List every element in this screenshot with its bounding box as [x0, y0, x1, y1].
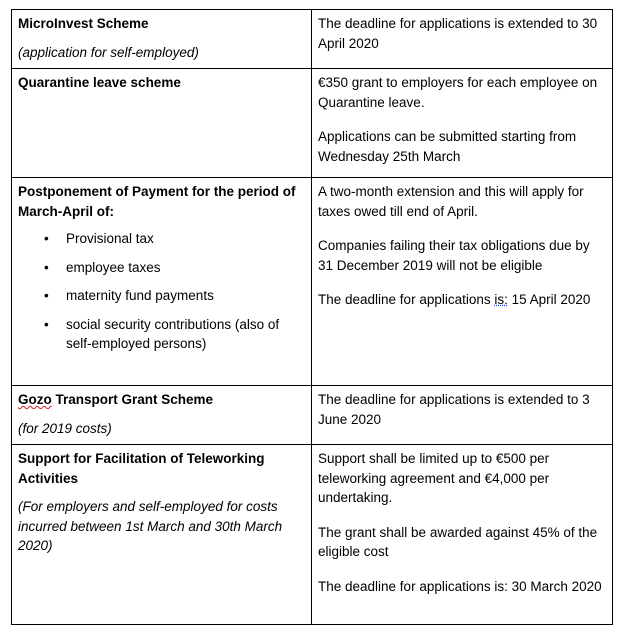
details-cell — [312, 10, 613, 69]
scheme-title — [18, 390, 305, 410]
scheme-cell — [12, 10, 312, 69]
detail-text: €350 grant to employers for each employee on Quarantine leave. — [318, 75, 598, 110]
bullet-icon: • — [44, 288, 49, 303]
spellcheck-marked-text: Gozo — [18, 392, 52, 407]
scheme-cell — [12, 386, 312, 445]
grammar-marked-text: is: — [494, 292, 508, 307]
scheme-title: Postponement of Payment for the period of March-April of: — [18, 184, 296, 219]
scheme-subtitle: (For employers and self-employed for costs incurred between 1st March and 30th March 2020) — [18, 499, 283, 553]
details-cell — [312, 69, 613, 178]
support-measures-table — [11, 9, 613, 625]
list-item-text: employee taxes — [66, 259, 161, 275]
detail-text: Applications can be submitted starting from Wednesday 25th March — [318, 129, 577, 164]
details-cell — [312, 386, 613, 445]
detail-text: A two-month extension and this will apply for taxes owed till end of April. — [318, 184, 584, 219]
deferred-items-list — [18, 229, 305, 354]
table-row — [12, 69, 613, 178]
detail-text: Companies failing their tax obligations due by 31 December 2019 will not be eligible — [318, 238, 590, 273]
table-row — [12, 386, 613, 445]
bullet-icon: • — [44, 231, 49, 246]
scheme-subtitle: (application for self-employed) — [18, 44, 199, 60]
detail-text: Support shall be limited up to €500 per teleworking agreement and €4,000 per undertaking. — [318, 451, 550, 505]
list-item — [44, 315, 305, 354]
detail-text: The grant shall be awarded against 45% of the eligible cost — [318, 524, 598, 559]
scheme-title-rest: Transport Grant Scheme — [51, 392, 214, 407]
list-item-text: maternity fund payments — [66, 288, 214, 303]
detail-text: The deadline for applications is extended to 30 April 2020 — [318, 16, 598, 51]
detail-text: The deadline for applications is: 30 March 2020 — [318, 578, 602, 594]
scheme-title: Quarantine leave scheme — [18, 75, 181, 90]
scheme-title: MicroInvest Scheme — [18, 16, 149, 31]
table-row — [12, 178, 613, 386]
list-item — [44, 229, 305, 249]
scheme-title: Support for Facilitation of Teleworking Activities — [18, 451, 265, 486]
bullet-icon: • — [44, 259, 49, 275]
list-item — [44, 258, 305, 278]
scheme-cell — [12, 178, 312, 386]
details-cell — [312, 445, 613, 625]
scheme-cell — [12, 445, 312, 625]
list-item-text: Provisional tax — [66, 231, 154, 246]
deadline-text — [318, 290, 606, 310]
table-row — [12, 445, 613, 625]
details-cell — [312, 178, 613, 386]
scheme-subtitle: (for 2019 costs) — [18, 420, 112, 436]
list-item — [44, 286, 305, 306]
deadline-prefix: The deadline for applications — [318, 292, 495, 307]
bullet-icon: • — [44, 316, 49, 332]
list-item-text: social security contributions (also of self-employed persons) — [66, 316, 280, 351]
deadline-suffix: 15 April 2020 — [507, 292, 591, 307]
detail-text: The deadline for applications is extended to 3 June 2020 — [318, 392, 590, 427]
scheme-cell — [12, 69, 312, 178]
table-row — [12, 10, 613, 69]
